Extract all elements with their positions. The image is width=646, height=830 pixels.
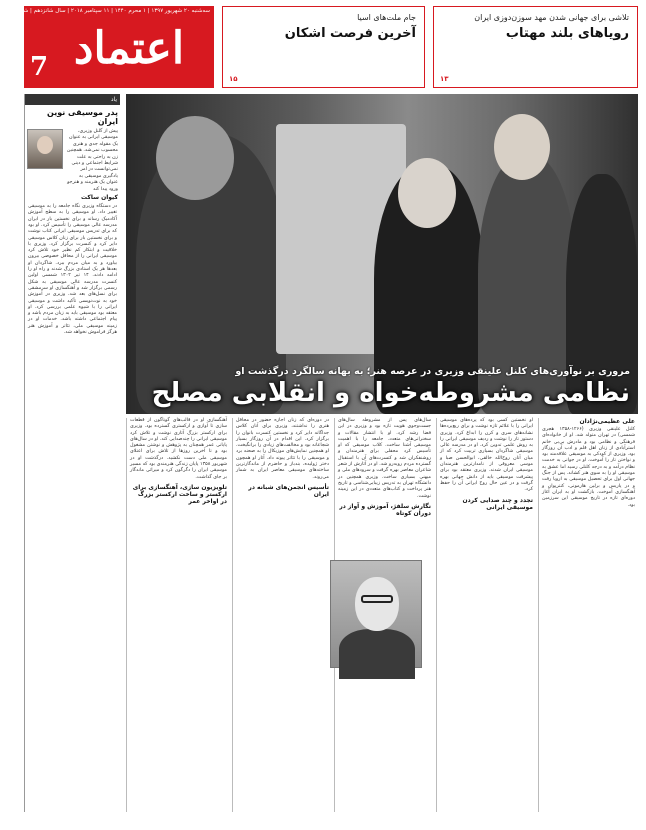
photo-figure — [398, 158, 456, 228]
teaser-kicker: جام ملت‌های اسیا — [357, 13, 416, 22]
author-photo — [27, 129, 63, 169]
column-text: سال‌های پس از مشروطه سال‌های جست‌وجوی هویت تازه بود و وزیری در این فضا رشد کرد. او با انتشار مقالات و سخنرانی‌های متعدد، جامعه را با اهمیت موسیقی آشنا ساخت. کلاب موسیقی که او تأسیس کرد محفلی برای هنرمندان و روشنفکران شد و کنسرت‌های آن با استقبال گسترده مردم روبه‌رو شد. او در آثارش از شعر شاعران معاصر بهره گرفت و سرودهای ملی و میهنی بسیاری ساخت. وزیری همچنین در دانشگاه تهران به تدریس زیبایی‌شناسی و تاریخ هنر پرداخت و کتاب‌های متعددی در این زمینه نوشت. — [338, 418, 431, 499]
teaser-title[interactable]: آخرین فرصت اشکان — [284, 26, 416, 41]
hero-headline[interactable]: نظامی مشروطه‌خواه و انقلابی مصلح — [151, 378, 630, 408]
teaser-story[interactable] — [433, 6, 638, 88]
logo-wordmark: اعتماد — [73, 23, 185, 74]
teaser-page-number: ۱۵ — [229, 75, 238, 83]
article-subhead: تأسیس انجمن‌های شبانه در ایران — [248, 483, 329, 498]
portrait-glasses — [361, 595, 393, 603]
newspaper-logo — [0, 6, 214, 88]
photo-figure — [156, 116, 234, 200]
masthead — [0, 6, 638, 88]
sidebar-label: یاد — [25, 94, 120, 105]
article-subhead: تلویزیون سازی، آهنگسازی برای ارکستر و ساخت ارکستر بزرگ در اواخر عمر — [132, 483, 227, 505]
sidebar-column — [24, 94, 120, 812]
teaser-page-number: ۱۳ — [440, 75, 449, 83]
teaser-kicker: تلاشی برای جهانی شدن مهد سوزن‌دوزی ایران — [474, 13, 629, 22]
portrait-suit — [339, 629, 415, 679]
teaser-story[interactable] — [222, 6, 425, 88]
article-column — [538, 418, 638, 812]
sidebar-title[interactable]: پدر موسیقی نوین ایران — [47, 108, 118, 126]
column-text: کلنل علینقی وزیری (۱۲۶۶-۱۳۵۸ هجری شمسی) در تهران متولد شد. او از خانواده‌ای فرهنگی و نظامی بود و مادرش بی‌بی خانم استرآبادی از زنان اهل قلم و ادب آن روزگار بود. وزیری از کودکی به موسیقی علاقه‌مند بود و نواختن تار را آموخت. او در جوانی به خدمت نظام درآمد و به درجه کلنلی رسید اما عشق به موسیقی او را به سوی هنر کشاند. پس از جنگ جهانی اول برای تحصیل موسیقی به اروپا رفت و در پاریس و برلین هارمونی، کنترپوان و آهنگسازی آموخت. بازگشت او به ایران آغاز دوره‌ای تازه در تاریخ موسیقی این سرزمین بود. — [542, 427, 635, 508]
teaser-title[interactable]: رویاهای بلند مهتاب — [505, 26, 629, 41]
article-column — [126, 418, 230, 812]
article-column — [436, 418, 536, 812]
article-byline: علی عظیمی‌نژادان — [579, 418, 635, 425]
photo-figure — [494, 114, 550, 180]
article-subhead: تجدد و چند صدایی کردن موسیقی ایرانی — [462, 496, 533, 511]
article-subhead: نگارش سلفژ، آموزش و آواز در دوران کوتاه — [339, 502, 431, 517]
issue-date-line: سه‌شنبه ۲۰ شهریور ۱۳۹۷ | ۱ محرم ۱۴۴۰ | ۱۱ سپتامبر ۲۰۱۸ | سال شانزدهم | شماره ۴۱۸۱ — [0, 8, 210, 14]
article-column — [232, 418, 332, 812]
portrait-head — [355, 577, 399, 631]
column-text: در دوره‌ای که زنان اجازه حضور در محافل هنری را نداشتند، وزیری برای آنان کلاس جداگانه دایر کرد و نخستین کنسرت بانوان را برگزار کرد. این اقدام در آن روزگار بسیار شجاعانه بود و مخالفت‌های زیادی را برانگیخت. او همچنین نمایش‌های موزیکال را به صحنه برد و موسیقی را با تئاتر پیوند داد. آثار او همچون دختر ژولیده، بندباز و حاضرم از ماندگارترین ساخته‌های موسیقی معاصر ایران به شمار می‌روند. — [236, 418, 329, 480]
sidebar-body: در دستگاه وزیری نگاه جامعه را به موسیقی تغییر داد. او موسیقی را به سطح آموزش آکادمیک رساند و برای نخستین بار در ایران مدرسه عالی موسیقی را تأسیس کرد. او بود که برای تدریس موسیقی ایرانی کتاب نوشت و برای نخستین بار برای زنان کلاس موسیقی دایر کرد و کنسرت برگزار کرد. وزیری با خلاقیت و ابتکار کم نظیر خود تلاش کرد موسیقی ایرانی را از محافل خصوصی بیرون بیاورد و به میان مردم ببرد. شاگردان او بعدها هر یک استادی بزرگ شدند و راه او را ادامه دادند. ۱۴ تیر ۱۳۰۲ شمسی اولین کنسرت مدرسه عالی موسیقی به شکل رسمی برگزار شد و آهنگسازی او سرمشقی برای نسل‌های بعد شد. وزیری در آموزش خود به نوت‌نویسی تأکید داشت و موسیقی ایرانی را با شیوه علمی بررسی کرد. او معتقد بود موسیقی باید به زبان مردم باشد و پیام اجتماعی داشته باشد. خدمات او در زمینه موسیقی ملی، تئاتر و آموزش هنر هرگز فراموش نخواهد شد. — [28, 204, 117, 335]
column-text: آهنگسازی او در قالب‌های گوناگون از قطعات سازی تا آوازی و ارکستری گسترده بود. وزیری برای ارکستر بزرگ آثاری نوشت و تلاش کرد موسیقی ایرانی را چندصدایی کند. او در سال‌های پایانی عمر همچنان به پژوهش و نوشتن مشغول بود و تا آخرین روزها از تلاش برای اعتلای موسیقی ملی دست نکشید. درگذشت او در شهریور ۱۳۵۸ پایان زندگی هنرمندی بود که مسیر موسیقی ایران را دگرگون کرد و میراثی ماندگار بر جای گذاشت. — [130, 418, 227, 480]
portrait-photo — [330, 560, 422, 668]
column-text: او نخستین کسی بود که پرده‌های موسیقی ایرانی را با علائم تازه نوشت و برای ربع‌پرده‌ها نشانه‌های سری و کرن را ابداع کرد. وزیری دستور تار را نوشت و ردیف موسیقی ایرانی را به روش علمی تدوین کرد. او در مدرسه عالی موسیقی شاگردان بسیاری تربیت کرد که از میان آنان روح‌الله خالقی، ابوالحسن صبا و موسی معروفی از نامدارترین هنرمندان موسیقی ایران شدند. وزیری معتقد بود برای پیشرفت موسیقی باید از دانش جهانی بهره گرفت و در عین حال روح ایرانی آن را حفظ کرد. — [440, 418, 533, 493]
hero-kicker: مروری بر نوآوری‌های کلنل علینقی وزیری در عرصه هنر؛ به بهانه سالگرد درگذشت او — [235, 366, 630, 377]
author-name: کیوان ساکت — [81, 194, 118, 202]
sidebar-intro: پیش از گلنل وزیری، موسیقی ایرانی به عنوان یک مقوله جدی و هنری محسوب نمی‌شد. همچنین زن به راحتی به علت شرایط اجتماعی و دینی نمی‌توانست در امر یادگیری موسیقی به عنوان یک هنرمند و هنرجو ورود پیدا کند — [66, 129, 118, 192]
author-block — [25, 129, 120, 193]
page-number: 7 — [30, 52, 49, 82]
hero-photo — [126, 94, 638, 414]
